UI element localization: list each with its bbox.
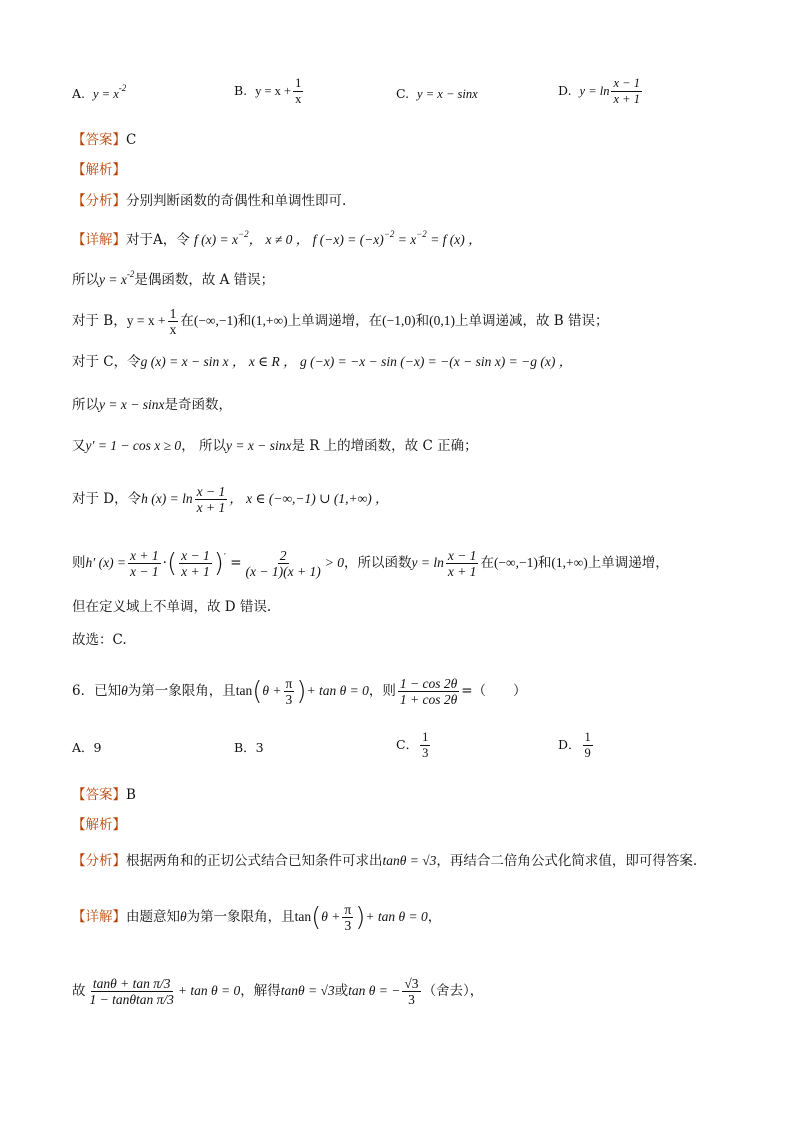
q5-jiexi: 【解析】 xyxy=(72,162,126,178)
q5-option-d: D. y = ln $\frac{x - 1}{x + 1}$ xyxy=(558,76,640,106)
q6-detail-1: 【详解】由题意知θ为第一象限角，且tan(θ + $\frac{\pi}{3}$ )+ tan θ = 0， xyxy=(72,902,442,933)
q5-detail-a: 【详解】对于A，令 f $(x) = x^{-2}$， x ≠ 0 ， f $(-x) = (-x)^{-2} = x^{-2} = f$ (x) ， xyxy=(72,229,482,248)
q6-fenxi: 【分析】根据两角和的正切公式结合已知条件可求出tanθ = √3，再结合二倍角公式化简求值，即可得答案. xyxy=(72,853,698,869)
q5-detail-d: 对于 D，令h (x) = ln $\frac{x - 1}{x + 1}$ ， x ∈ (−∞,−1) ∪ (1,+∞) ， xyxy=(72,484,389,515)
q5-detail-d-derivative: 则h′ (x) = $\frac{x + 1}{x - 1}$ ·( $\frac{x - 1}{x + 1}$ )′ = $\frac{2}{(x - 1)(x + 1)}$ > 0，所以函数y = ln $\frac{x - 1}{x + 1}$ 在(−∞,−1)和(1,+∞)上单调递增， xyxy=(72,548,669,579)
q6-stem: 6．已知θ为第一象限角，且tan(θ + $\frac{\pi}{3}$ )+ tan θ = 0，则 $\frac{1 - \cos 2\theta}{1 + \cos 2\theta}$ =（ ） xyxy=(72,676,527,707)
q6-detail-2: 故 $\frac{\text{tanθ + tan π/3}}{\text{1 − tanθtan π/3}}$ + tan θ = 0，解得tanθ = √3或tan θ = − $\frac{√3}{3}$ （舍去）， xyxy=(72,976,484,1007)
q5-detail-b: 对于 B，y = x + $\frac{1}{x}$ 在(−∞,−1)和(1,+∞)上单调递增，在(−1,0)和(0,1)上单调递减，故 B 错误； xyxy=(72,306,609,337)
q5-final-choice: 故选：C. xyxy=(72,632,127,648)
q6-option-b: B．3 xyxy=(234,740,264,755)
q5-option-a: A. $y = x^{-2}$ xyxy=(72,83,127,101)
q5-answer: 【答案】C xyxy=(72,132,137,148)
q5-detail-d-conclusion: 但在定义域上不单调，故 D 错误. xyxy=(72,599,272,615)
q5-detail-c: 对于 C，令g (x) = x − sin x ， x ∈ R ， g (−x) = −x − sin (−x) = −(x − sin x) = −g (x) ， xyxy=(72,354,573,370)
q6-answer: 【答案】B xyxy=(72,787,136,803)
q5-detail-a-conclusion: 所以$y = x^{-2}$是偶函数，故 A 错误； xyxy=(72,269,275,288)
q5-option-c: C. y = x − sinx xyxy=(396,86,478,101)
q6-option-c: C． $\frac{1}{3}$ xyxy=(396,730,429,760)
q5-detail-c-odd: 所以y = x − sinx是奇函数， xyxy=(72,397,232,413)
q5-fenxi: 【分析】分别判断函数的奇偶性和单调性即可. xyxy=(72,193,347,209)
q6-option-a: A．9 xyxy=(72,740,102,755)
q5-option-b: B. y = x + $\frac{1}{x}$ xyxy=(234,76,302,106)
q5-detail-c-increasing: 又y′ = 1 − cos x ≥ 0， 所以y = x − sinx是 R 上的增函数，故 C 正确； xyxy=(72,438,478,454)
q6-option-d: D． $\frac{1}{9}$ xyxy=(558,730,591,760)
q6-jiexi: 【解析】 xyxy=(72,817,126,833)
